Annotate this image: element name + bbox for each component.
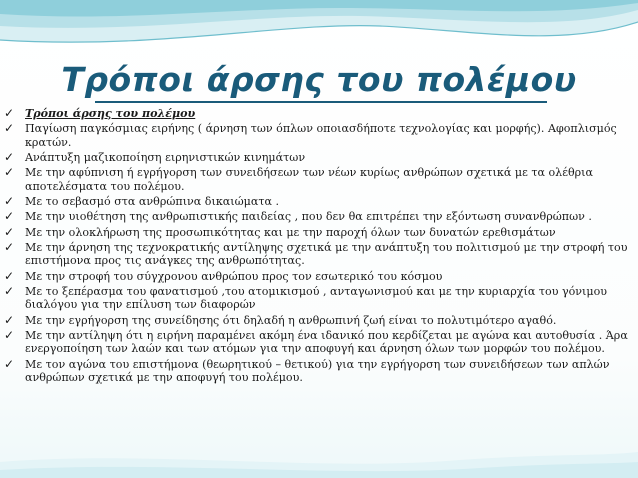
footer-wave-decoration <box>0 442 638 478</box>
checkmark-icon: ✓ <box>4 283 15 298</box>
checkmark-icon: ✓ <box>4 106 15 120</box>
bullet-item <box>0 241 636 268</box>
bullet-text: Με την στροφή του σύγχρονου ανθρώπου προς τον εσωτερικό του κόσμου <box>25 269 443 283</box>
checkmark-icon: ✓ <box>4 312 15 327</box>
bullet-item <box>0 270 636 283</box>
bullet-item <box>0 166 636 193</box>
checkmark-icon: ✓ <box>4 224 15 239</box>
bullet-text: Ανάπτυξη μαζικοποίηση ειρηνιστικών κινημάτων <box>25 151 306 164</box>
title-underline <box>95 101 547 103</box>
bullet-item <box>0 358 636 385</box>
checkmark-icon: ✓ <box>4 327 15 342</box>
checkmark-icon: ✓ <box>4 209 15 224</box>
bullet-list <box>0 107 636 386</box>
bullet-text: Με το ξεπέρασμα του φανατισμού ,του ατομικισμού , ανταγωνισμού και με την κυριαρχία του γόνιμου διαλόγου για την επίλυση των διαφορών <box>25 284 608 312</box>
bullet-item <box>0 314 636 327</box>
bullet-text: Με την υιοθέτηση της ανθρωπιστικής παιδείας , που δεν θα επιτρέπει την εξόντωση συνανθρώπων . <box>25 210 592 224</box>
bullet-text: Παγίωση παγκόσμιας ειρήνης ( άρνηση των όπλων οποιασδήποτε τεχνολογίας και μορφής). Αφοπλισμός κρατών. <box>25 122 617 149</box>
checkmark-icon: ✓ <box>4 356 15 371</box>
bullet-text: Με το σεβασμό στα ανθρώπινα δικαιώματα . <box>25 195 280 208</box>
bullet-text: Με την άρνηση της τεχνοκρατικής αντίληψης σχετικά με την ανάπτυξη του πολιτισμού με την στροφή του επιστήμονα προς τις ανάγκες της ανθρωπότητας. <box>25 240 628 268</box>
bullet-item <box>0 329 636 356</box>
bullet-text: Τρόποι άρσης του πολέμου <box>25 107 196 120</box>
checkmark-icon: ✓ <box>4 165 15 180</box>
bullet-text: Με την ολοκλήρωση της προσωπικότητας και με την παροχή όλων των δυνατών ερεθισμάτων <box>25 225 556 239</box>
bullet-item <box>0 195 636 208</box>
bullet-text: Με τον αγώνα του επιστήμονα (θεωρητικού – θετικού) για την εγρήγορση των συνειδήσεων των απλών ανθρώπων σχετικά με την αποφυγή του πολέμου. <box>25 357 610 384</box>
bullet-item <box>0 285 636 312</box>
slide-title: Τρόποι άρσης του πολέμου <box>61 60 577 99</box>
bullet-item <box>0 210 636 223</box>
checkmark-icon: ✓ <box>4 239 15 254</box>
checkmark-icon: ✓ <box>4 121 15 136</box>
checkmark-icon: ✓ <box>4 194 15 208</box>
bullet-text: Με την αφύπνιση ή εγρήγορση των συνειδήσεων των νέων κυρίως ανθρώπων σχετικά με τα ολέθρια αποτελέσματα του πολέμου. <box>25 166 593 193</box>
bullet-item <box>0 107 636 120</box>
checkmark-icon: ✓ <box>4 150 15 164</box>
bullet-text: Με την εγρήγορση της συνείδησης ότι δηλαδή η ανθρωπινή ζωή είναι το πολυτιμότερο αγαθό. <box>25 313 557 327</box>
bullet-item <box>0 151 636 164</box>
checkmark-icon: ✓ <box>4 268 15 283</box>
bullet-text: Με την αντίληψη ότι η ειρήνη παραμένει ακόμη ένα ιδανικό που κερδίζεται με αγώνα και αυτοθυσία . Άρα ενεργοποίηση των λαών και των ατόμων για την αποφυγή και άρνηση όλων των μορφών του πολέμου. <box>25 328 628 356</box>
bullet-item <box>0 122 636 149</box>
bullet-item <box>0 226 636 239</box>
